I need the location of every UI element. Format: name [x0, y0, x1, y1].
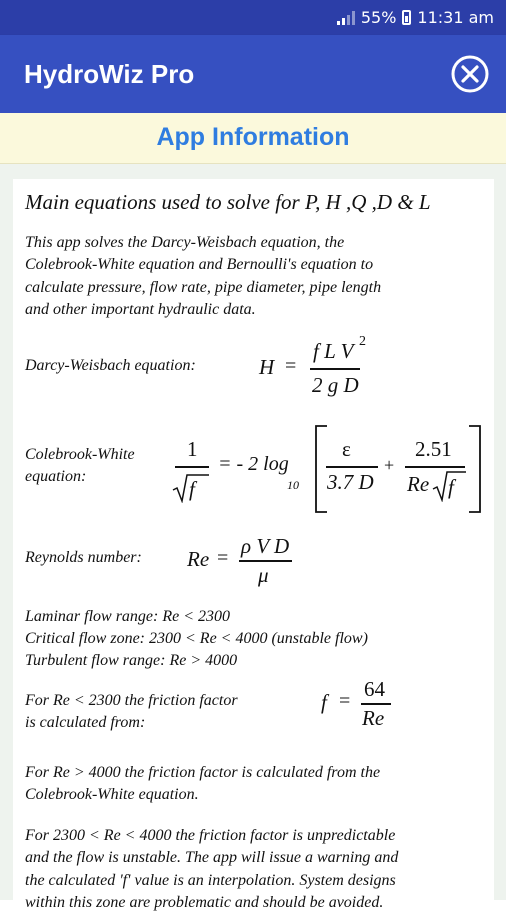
colebrook-lhs-numerator: 1	[187, 437, 198, 461]
colebrook-rhs: = - 2 log	[218, 453, 289, 475]
battery-percent: 55%	[360, 8, 397, 27]
colebrook-lhs-denominator: f	[189, 477, 195, 501]
colebrook-lhs-bar	[175, 466, 209, 468]
intro-line: calculate pressure, flow rate, pipe diameter, pipe length	[25, 278, 382, 296]
colebrook-frac2-numerator: 2.51	[415, 437, 452, 461]
signal-icon	[337, 11, 355, 25]
colebrook-label: equation:	[25, 468, 87, 485]
colebrook-frac1-denominator: 3.7 D	[327, 470, 374, 494]
darcy-label: Darcy-Weisbach equation:	[25, 357, 196, 374]
clock: 11:31 am	[417, 8, 494, 27]
reynolds-lhs: Re	[187, 547, 210, 571]
darcy-fraction-bar	[310, 368, 360, 370]
reynolds-numerator: ρ V D	[241, 534, 290, 558]
laminar-friction-text: For Re < 2300 the friction factor	[25, 692, 238, 709]
friction-numerator: 64	[364, 677, 385, 701]
battery-icon	[402, 10, 411, 25]
critical-line: within this zone are problematic and should be avoided.	[25, 894, 384, 912]
flow-range-laminar: Laminar flow range: Re < 2300	[25, 608, 231, 625]
colebrook-label: Colebrook-White	[25, 446, 135, 463]
reynolds-fraction-bar	[239, 560, 292, 562]
intro-line: Colebrook-White equation and Bernoulli's equation to	[25, 256, 374, 274]
laminar-friction-text: is calculated from:	[25, 714, 146, 731]
darcy-numerator: f L V	[313, 339, 354, 363]
page-title: App Information	[156, 123, 350, 151]
critical-line: For 2300 < Re < 4000 the friction factor is unpredictable	[25, 827, 396, 844]
darcy-denominator: 2 g D	[312, 373, 359, 397]
log-base: 10	[287, 478, 299, 492]
section-banner	[0, 113, 506, 164]
turbulent-paragraph	[25, 762, 380, 807]
friction-equals: =	[339, 690, 351, 712]
friction-denominator: Re	[362, 706, 385, 730]
colebrook-frac1-bar	[326, 466, 378, 468]
friction-lhs: f	[321, 690, 327, 714]
reynolds-label: Reynolds number:	[25, 549, 142, 566]
colebrook-frac2-denominator-re: Re	[407, 472, 430, 496]
critical-line: and the flow is unstable. The app will issue a warning and	[25, 849, 399, 867]
close-circle-icon	[451, 55, 489, 93]
colebrook-plus: +	[384, 455, 395, 475]
left-bracket	[313, 424, 331, 514]
turbulent-line: For Re > 4000 the friction factor is calculated from the	[25, 764, 381, 781]
intro-paragraph	[25, 232, 381, 322]
friction-fraction-bar	[361, 703, 391, 705]
darcy-exponent: 2	[359, 334, 366, 349]
app-bar	[0, 35, 506, 113]
reynolds-equals: =	[217, 547, 229, 569]
colebrook-frac1-numerator: ε	[342, 437, 351, 461]
close-button[interactable]	[451, 55, 489, 93]
app-title: HydroWiz Pro	[24, 59, 195, 89]
intro-line: This app solves the Darcy-Weisbach equation, the	[25, 234, 345, 251]
darcy-equals: =	[285, 355, 297, 377]
reynolds-denominator: μ	[258, 563, 269, 587]
flow-range-critical: Critical flow zone: 2300 < Re < 4000 (unstable flow)	[25, 630, 368, 647]
status-indicators	[337, 0, 494, 35]
turbulent-line: Colebrook-White equation.	[25, 786, 199, 804]
right-bracket	[466, 424, 484, 514]
colebrook-frac2-denominator-f: f	[448, 475, 454, 499]
critical-paragraph	[25, 825, 398, 915]
critical-line: the calculated 'f' value is an interpolation. System designs	[25, 871, 396, 889]
colebrook-frac2-bar	[405, 466, 465, 468]
status-bar	[0, 0, 506, 35]
darcy-lhs: H	[259, 355, 275, 379]
flow-range-turbulent: Turbulent flow range: Re > 4000	[25, 652, 238, 669]
intro-line: and other important hydraulic data.	[25, 301, 256, 319]
equations-heading: Main equations used to solve for P, H ,Q ,D & L	[25, 190, 431, 214]
